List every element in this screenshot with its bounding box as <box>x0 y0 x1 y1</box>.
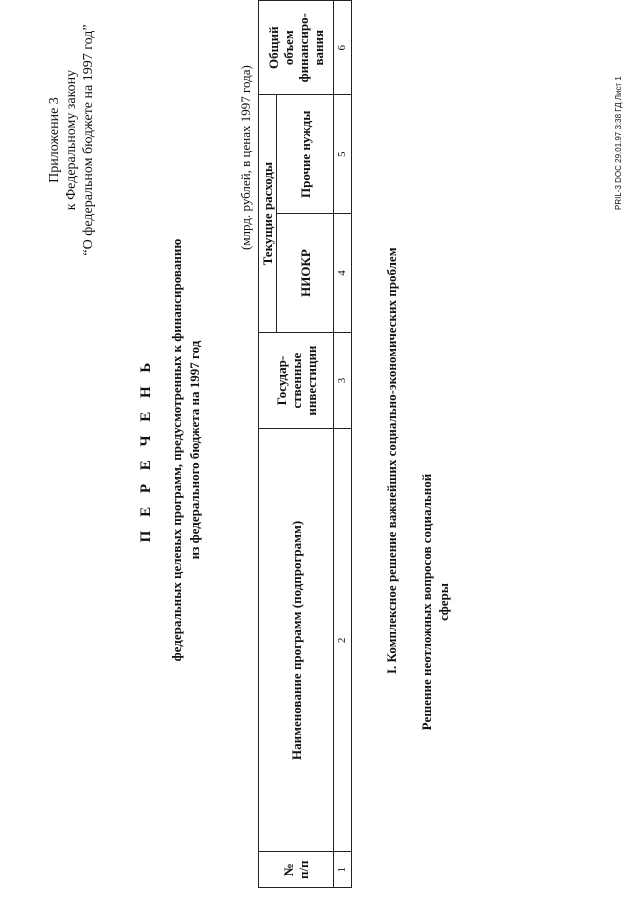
appendix-line-1: Приложение 3 <box>47 97 62 183</box>
column-number-4: 4 <box>334 214 352 333</box>
column-number-1: 1 <box>334 852 352 888</box>
header-number: № п/п <box>259 852 334 888</box>
header-program-name: Наименование программ (подпрограмм) <box>259 429 334 852</box>
header-total-financing: Общий объем финансиро- вания <box>259 1 334 95</box>
column-number-3: 3 <box>334 332 352 428</box>
units-note: (млрд. рублей, в ценах 1997 года) <box>238 65 253 250</box>
column-number-5: 5 <box>334 95 352 214</box>
document-title: П Е Р Е Ч Е Н Ь <box>138 357 154 543</box>
header-other-needs: Прочие нужды <box>277 95 334 214</box>
header-current-expenses: Текущие расходы <box>259 95 277 332</box>
section-title: I. Комплексное решение важнейших социально-экономических проблем <box>384 247 399 674</box>
header-niokr: НИОКР <box>277 214 334 333</box>
appendix-block <box>46 20 97 260</box>
column-number-2: 2 <box>334 429 352 852</box>
document-subtitle <box>168 150 204 750</box>
subtitle-line-2: из федерального бюджета на 1997 год <box>187 340 202 560</box>
appendix-line-2: к Федеральному закону <box>64 69 79 211</box>
header-investments: Государ- ственные инвестиции <box>259 332 334 428</box>
column-number-6: 6 <box>334 1 352 95</box>
subtitle-line-1: федеральных целевых программ, предусмотренных к финансированию <box>169 238 184 662</box>
subsection-line-1: Решение неотложных вопросов социальной <box>419 473 434 731</box>
appendix-line-3: “О федеральном бюджете на 1997 год” <box>81 24 96 256</box>
footer-file-info: PRIL-3 DOC 29.01.97 3:38 ГД Лист 1 <box>614 76 623 210</box>
subsection-title <box>418 452 452 752</box>
table-row-column-numbers <box>334 1 352 888</box>
table-header-row-1 <box>259 1 277 888</box>
programs-table <box>258 0 352 888</box>
subsection-line-2: сферы <box>436 583 451 621</box>
